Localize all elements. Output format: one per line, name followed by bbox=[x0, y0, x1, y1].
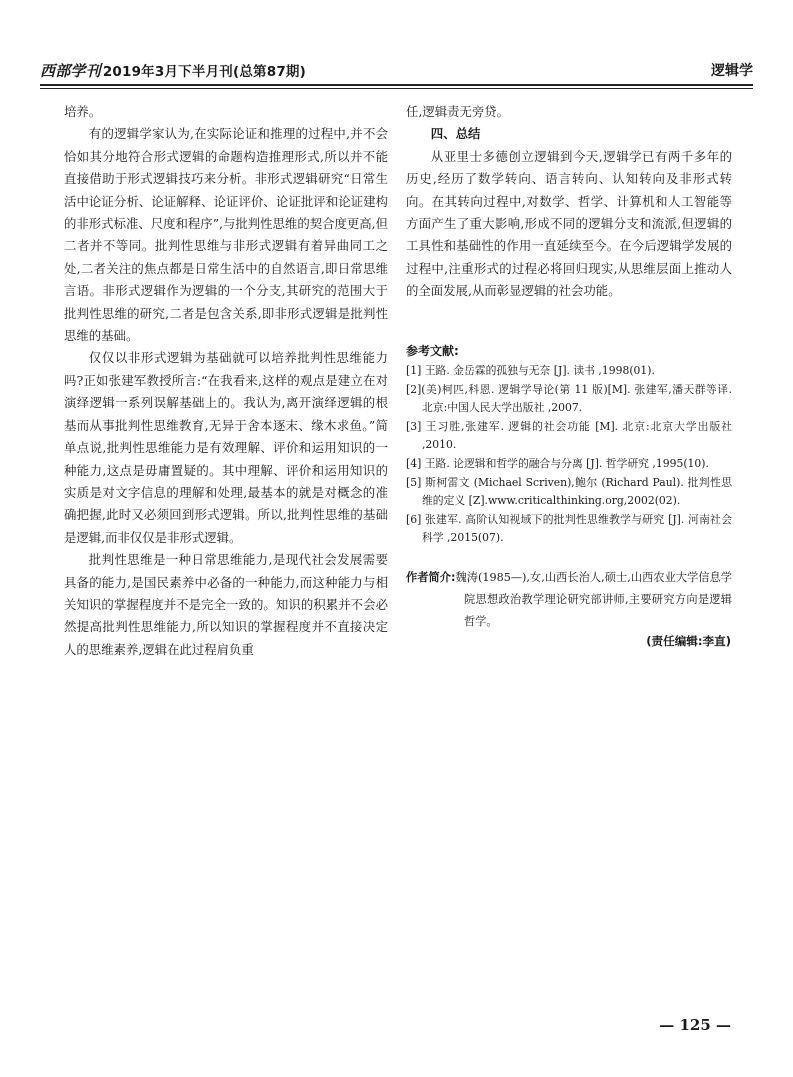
reference-item: [6] 张建军. 高阶认知视域下的批判性思维教学与研究 [J]. 河南社会科学 ,2015(07). bbox=[406, 512, 732, 545]
paragraph: 有的逻辑学家认为,在实际论证和推理的过程中,并不会恰如其分地符合形式逻辑的命题构造推理形式,所以并不能直接借助于形式逻辑技巧来分析。非形式逻辑研究“日常生活中论证分析、论证解释、论证评价、论证批评和论证建构的非形式标准、尺度和程序”,与批判性思维的契合度更高,但二者并不等同。批判性思维与非形式逻辑有着异曲同工之处,二者关注的焦点都是日常生活中的自然语言,即日常思维言语。非形式逻辑作为逻辑的一个分支,其研究的范围大于批判性思维的研究,二者是包含关系,即非形式逻辑是批判性思维的基础。 bbox=[64, 126, 388, 344]
left-column bbox=[64, 101, 388, 661]
responsible-editor: (责任编辑:李直) bbox=[646, 634, 731, 648]
author-label: 作者简介: bbox=[406, 571, 456, 584]
reference-item: [3] 王习胜,张建军. 逻辑的社会功能 [M]. 北京:北京大学出版社 ,2010. bbox=[406, 419, 732, 452]
paragraph: 培养。 bbox=[64, 104, 102, 119]
reference-item: [5] 斯柯雷文 (Michael Scriven),鲍尔 (Richard Paul). 批判性思维的定义 [Z].www.criticalthinking.org,2002(02). bbox=[406, 475, 732, 508]
issue-info: 2019年3月下半月刊(总第87期) bbox=[102, 64, 307, 80]
section-title: 四、总结 bbox=[430, 126, 481, 142]
page-header bbox=[40, 58, 753, 82]
page-number: — 125 — bbox=[659, 1016, 731, 1034]
author-bio bbox=[406, 567, 732, 633]
journal-issue bbox=[40, 60, 306, 81]
right-column bbox=[406, 101, 732, 303]
author-text: 魏涛(1985—),女,山西长治人,硕士,山西农业大学信息学院思想政治教学理论研究部讲师,主要研究方向是逻辑哲学。 bbox=[455, 571, 732, 628]
paragraph: 批判性思维是一种日常思维能力,是现代社会发展需要具备的能力,是国民素养中必备的一种能力,而这种能力与相关知识的掌握程度并不是完全一致的。知识的积累并不会必然提高批判性思维能力,所以知识的掌握程度并不直接决定人的思维素养,逻辑在此过程肩负重 bbox=[64, 552, 388, 657]
paragraph: 仅仅以非形式逻辑为基础就可以培养批判性思维能力吗?正如张建军教授所言:“在我看来,这样的观点是建立在对演绎逻辑一系列误解基础上的。我认为,离开演绎逻辑的根基而从事批判性思维教育,无异于舍本逐末、缘木求鱼。”简单点说,批判性思维能力是有效理解、评价和运用知识的一种能力,这点是毋庸置疑的。其中理解、评价和运用知识的实质是对文字信息的理解和处理,最基本的就是对概念的准确把握,此时又必须回到形式逻辑。所以,批判性思维的基础是逻辑,而非仅仅是非形式逻辑。 bbox=[64, 350, 388, 545]
references-title: 参考文献: bbox=[406, 344, 459, 358]
section-name: 逻辑学 bbox=[711, 63, 753, 79]
reference-item: [2](美)柯匹,科恩. 逻辑学导论(第 11 版)[M]. 张建军,潘天群等译. 北京:中国人民大学出版社 ,2007. bbox=[406, 382, 732, 415]
header-rule-thin bbox=[40, 88, 753, 89]
header-rule bbox=[40, 84, 753, 86]
journal-logo: 西部学刊 bbox=[40, 62, 101, 80]
paragraph: 从亚里士多德创立逻辑到今天,逻辑学已有两千多年的历史,经历了数学转向、语言转向、认知转向及非形式转向。在其转向过程中,对数学、哲学、计算机和人工智能等方面产生了重大影响,形成不同的逻辑分支和流派,但逻辑的工具性和基础性的作用一直延续至今。在今后逻辑学发展的过程中,注重形式的过程必将回归现实,从思维层面上推动人的全面发展,从而彰显逻辑的社会功能。 bbox=[406, 148, 732, 299]
reference-item: [4] 王路. 论逻辑和哲学的融合与分离 [J]. 哲学研究 ,1995(10). bbox=[406, 456, 709, 470]
references-list bbox=[406, 362, 732, 548]
reference-item: [1] 王路. 金岳霖的孤独与无奈 [J]. 读书 ,1998(01). bbox=[406, 364, 655, 377]
paragraph-continuation: 任,逻辑责无旁贷。 bbox=[406, 104, 510, 119]
